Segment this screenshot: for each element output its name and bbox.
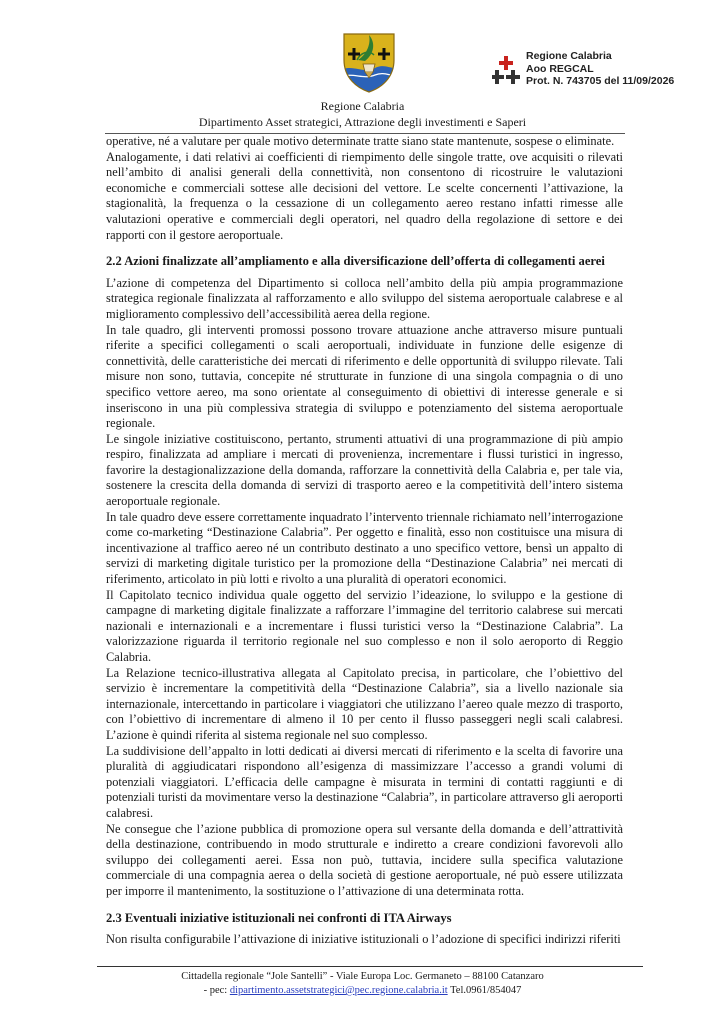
body-paragraph: operative, né a valutare per quale motivo determinate tratte siano state mantenute, sospese o eliminate.	[106, 134, 615, 148]
body-paragraph: Non risulta configurabile l’attivazione di iniziative istituzionali o l’adozione di specifici indirizzi riferiti	[106, 932, 621, 947]
body-paragraph: Il Capitolato tecnico individua quale oggetto del servizio l’ideazione, lo sviluppo e la gestione di campagne di marketing digitale finalizzate a rafforzare l’immagine del territorio calabrese sui mercati nazionali e internazionali e a incrementare i flussi turistici verso la “Destinazione Calabria”. La valorizzazione riguarda il territorio regionale nel suo complesso e non il solo aeroporto di Reggio Calabria.	[106, 587, 623, 664]
body-paragraph: Le singole iniziative costituiscono, pertanto, strumenti attuativi di una programmazione di più ampio respiro, finalizzata ad ampliare i mercati di provenienza, incrementare i flussi turistici in ingresso, favorire la destagionalizzazione della domanda, rafforzare la connettività della Calabria e, per tale via, sostenere la crescita della domanda di servizi di trasporto aereo e la competitività dell’intero sistema aeroportuale regionale.	[106, 431, 623, 509]
stamp-line-region: Regione Calabria	[526, 50, 612, 62]
protocol-stamp	[492, 50, 692, 90]
body-paragraph: Analogamente, i dati relativi ai coefficienti di riempimento delle singole tratte, ove acquisiti o rilevati nell’ambito di analisi generali della connettività, non consentono di ricostruire le valutazioni economiche e commerciali sottese alle decisioni del vettore. Le scelte concernenti l’attivazione, la stagionalità, la frequenza o la cessazione di un collegamento aereo restano infatti rimesse alle valutazioni operative e commerciali degli operatori, nel quadro della regolazione di settore e dei rapporti con il gestore aeroportuale.	[106, 149, 623, 242]
stamp-line-aoo: Aoo REGCAL	[526, 62, 594, 75]
body-paragraph: La suddivisione dell’appalto in lotti dedicati ai diversi mercati di riferimento e la scelta di favorire una pluralità di aggiudicatari rispondono all’esigenza di massimizzare l’accesso a grandi volumi di potenziali viaggiatori. L’efficacia delle campagne è misurata in termini di contatti raggiunti e di potenziali turisti da movimentare verso la destinazione “Calabria”, in particolare attraverso gli aeroporti calabresi.	[106, 743, 623, 820]
footer-address: Cittadella regionale “Jole Santelli” - Viale Europa Loc. Germaneto – 88100 Catanzaro	[181, 971, 544, 982]
section-heading-2-3: 2.3 Eventuali iniziative istituzionali nei confronti di ITA Airways	[106, 910, 452, 925]
region-title: Regione Calabria	[320, 99, 405, 113]
body-paragraph: In tale quadro, gli interventi promossi possono trovare attuazione anche attraverso misure puntuali riferite a specifici collegamenti o scali aeroportuali, individuate in funzione delle esigenze di connettività, delle caratteristiche dei mercati di riferimento e delle opportunità di sviluppo rilevate. Tali misure non sono, tuttavia, concepite né strutturate in funzione di una singola compagnia o di uno specifico vettore aereo, ma sono orientate al conseguimento di obiettivi di interesse generale e si inseriscono in una più complessiva strategia di sviluppo e potenziamento del sistema aeroportuale regionale.	[106, 322, 623, 431]
footer-phone: Tel.0961/854047	[450, 985, 522, 996]
regione-calabria-crest-icon	[341, 30, 397, 94]
footer-divider	[97, 966, 643, 967]
protocol-stamp-text	[526, 50, 674, 88]
pec-email-link[interactable]: dipartimento.assetstrategici@pec.regione.calabria.it	[229, 985, 448, 996]
document-body	[106, 134, 623, 948]
protocol-crosses-icon	[492, 56, 522, 90]
stamp-line-protocol: Prot. N. 743705 del 11/09/2026	[526, 75, 675, 87]
body-paragraph: In tale quadro deve essere correttamente inquadrato l’intervento triennale richiamato nell’interrogazione come co-marketing “Destinazione Calabria”. Per oggetto e finalità, esso non costituisce una misura di incentivazione al traffico aereo né un contributo destinato a uno specifico vettore, bensì un appalto di servizi di marketing digitale turistico per la promozione della “Destinazione Calabria” nei mercati di riferimento, articolato in più lotti e rivolto a una pluralità di operatori economici.	[106, 509, 623, 587]
section-heading-2-2: 2.2 Azioni finalizzate all’ampliamento e alla diversificazione dell’offerta di collegamenti aerei	[106, 254, 605, 269]
body-paragraph: L’azione di competenza del Dipartimento si colloca nell’ambito della più ampia programmazione strategica regionale finalizzata al rafforzamento e allo sviluppo del sistema aeroportuale calabrese e al miglioramento complessivo dell’accessibilità aerea della regione.	[106, 275, 623, 321]
footer-pec-label: - pec:	[203, 985, 228, 996]
footer-contacts	[0, 984, 725, 997]
body-paragraph: La Relazione tecnico-illustrativa allegata al Capitolato precisa, in particolare, che l’obiettivo del servizio è incrementare la competitività della “Destinazione Calabria”, sia a livello nazionale sia internazionale, intercettando in particolare i viaggiatori che utilizzano l’aereo quale mezzo di trasporto, con l’obiettivo di incrementare di almeno il 10 per cento il flusso passeggeri negli scali calabresi. L’azione è quindi riferita al sistema regionale nel suo complesso.	[106, 665, 623, 742]
department-title: Dipartimento Asset strategici, Attrazione degli investimenti e Saperi	[198, 115, 527, 129]
body-paragraph: Ne consegue che l’azione pubblica di promozione opera sul versante della domanda e dell’attrattività della destinazione, contribuendo in modo strutturale e indiretto a creare condizioni favorevoli allo sviluppo dei collegamenti aerei. Essa non può, tuttavia, incidere sulla specifica valutazione commerciale di una compagnia aerea o della società di gestione aeroportuale, né può essere utilizzata per imporre il mantenimento, la sostituzione o l’attivazione di una determinata rotta.	[106, 821, 623, 898]
